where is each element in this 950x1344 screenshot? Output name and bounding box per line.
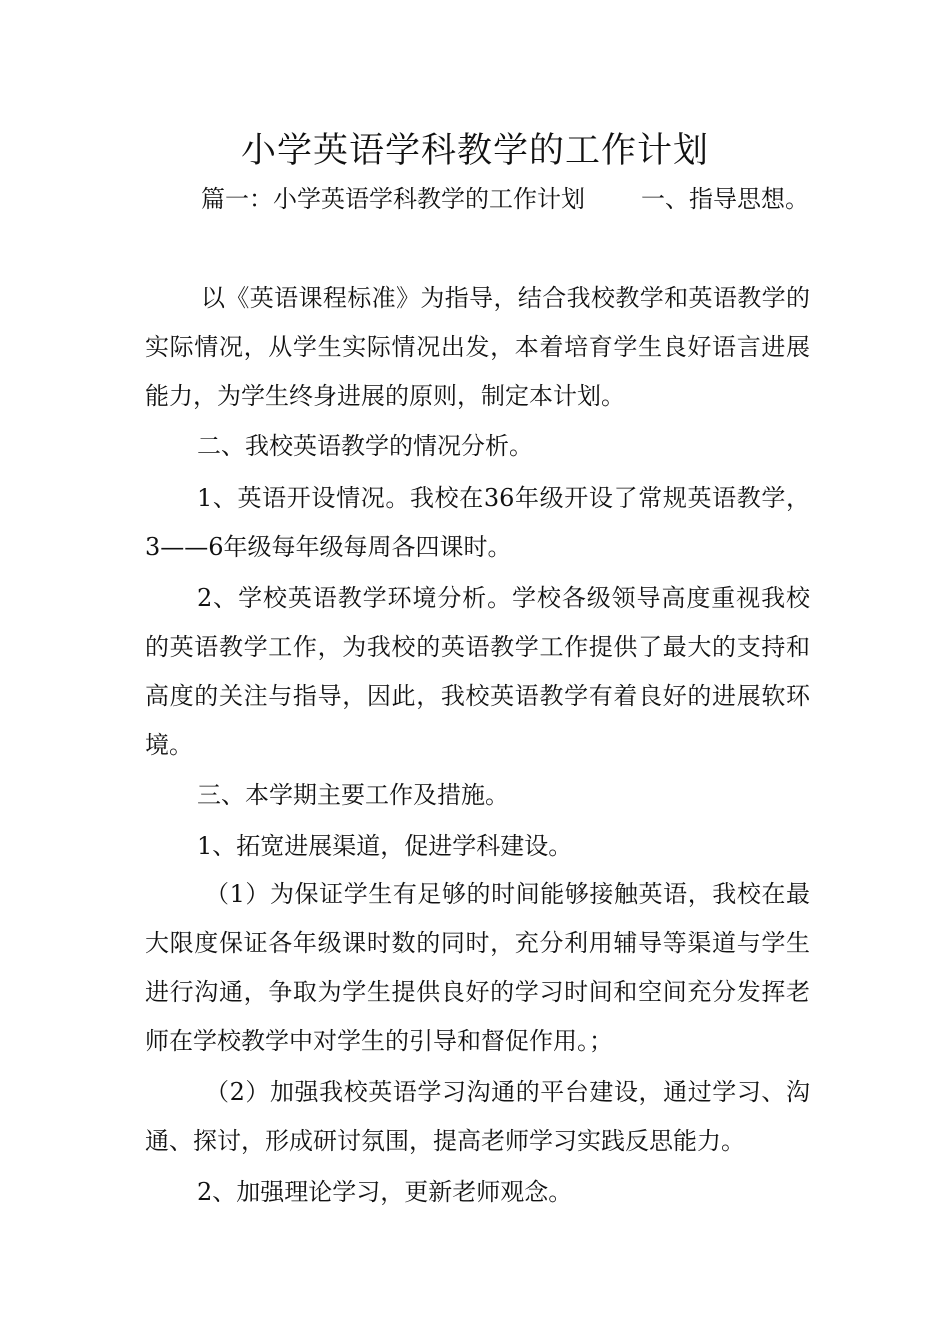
paragraph-9: （2）加强我校英语学习沟通的平台建设，通过学习、沟通、探讨，形成研讨氛围，提高老师学习实践反思能力。 [145, 1078, 810, 1155]
paragraph-1-rest: 一、指导思想。 [641, 185, 809, 213]
document-title: 小学英语学科教学的工作计划 [240, 131, 709, 171]
paragraph-6: 三、本学期主要工作及措施。 [197, 781, 509, 809]
paragraph-1-lead: 篇一：小学英语学科教学的工作计划 [201, 185, 585, 213]
paragraph-10: 2、加强理论学习，更新老师观念。 [197, 1178, 573, 1206]
paragraph-2: 以《英语课程标准》为指导，结合我校教学和英语教学的实际情况，从学生实际情况出发，本着培育学生良好语言进展能力，为学生终身进展的原则，制定本计划。 [145, 284, 810, 410]
paragraph-4: 1、英语开设情况。我校在36年级开设了常规英语教学，3——6年级每年级每周各四课时。 [145, 484, 810, 561]
paragraph-5: 2、学校英语教学环境分析。学校各级领导高度重视我校的英语教学工作，为我校的英语教学工作提供了最大的支持和高度的关注与指导，因此，我校英语教学有着良好的进展软环境。 [145, 584, 810, 759]
paragraph-7: 1、拓宽进展渠道，促进学科建设。 [197, 832, 573, 860]
paragraph-3: 二、我校英语教学的情况分析。 [197, 432, 533, 460]
paragraph-8: （1）为保证学生有足够的时间能够接触英语，我校在最大限度保证各年级课时数的同时，充分利用辅导等渠道与学生进行沟通，争取为学生提供良好的学习时间和空间充分发挥老师在学校教学中对学生的引导和督促作用。； [145, 880, 810, 1055]
paragraph-1 [145, 175, 810, 224]
